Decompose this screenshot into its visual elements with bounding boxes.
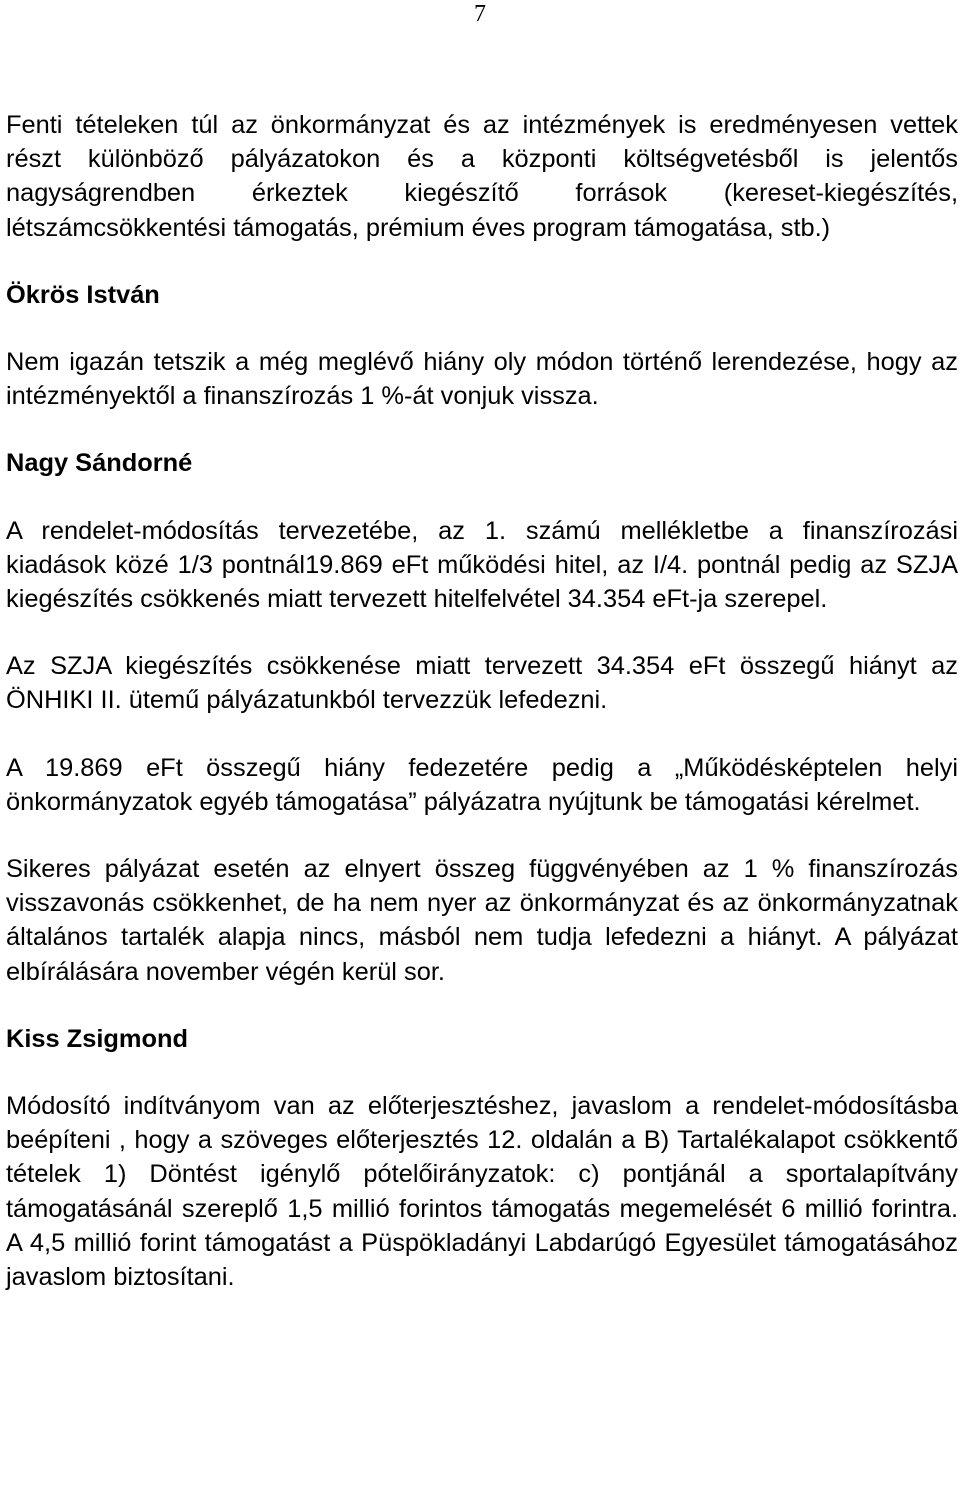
paragraph-successful-application: Sikeres pályázat esetén az elnyert összeg függvényében az 1 % finanszírozás visszavonás csökkenhet, de ha nem nyer az önkormányzat és az önkormányzatnak általános tartalék alapja nincs, másból nem tudja lefedezni a hiányt. A pályázat elbírálására november végén kerül sor. bbox=[6, 855, 958, 986]
speaker-name: Nagy Sándorné bbox=[6, 449, 193, 478]
speaker-name: Ökrös István bbox=[6, 280, 160, 309]
paragraph-supplementary-funds: Fenti tételeken túl az önkormányzat és az intézmények is eredményesen vettek részt különböző pályázatokon és a központi költségvetésből is jelentős nagyságrendben érkeztek kiegészítő források (kereset-kiegészítés, létszámcsökkentési támogatás, prémium éves program támogatása, stb.) bbox=[6, 111, 958, 242]
page-number: 7 bbox=[474, 1, 486, 27]
paragraph-deficit-concern: Nem igazán tetszik a még meglévő hiány oly módon történő lerendezése, hogy az intézményektől a finanszírozás 1 %-át vonjuk vissza. bbox=[6, 348, 958, 411]
paragraph-amendment-proposal: Módosító indítványom van az előterjesztéshez, javaslom a rendelet-módosításba beépíteni , hogy a szöveges előterjesztés 12. oldalán a B) Tartalékalapot csökkentő tételek 1) Döntést igénylő pótelőirányzatok: c) pontjánál a sportalapítvány támogatásánál szereplő 1,5 millió forintos támogatás megemelését 6 millió forintra. A 4,5 millió forint támogatást a Püspökladányi Labdarúgó Egyesület támogatásához javaslom biztosítani. bbox=[6, 1092, 958, 1292]
speaker-name: Kiss Zsigmond bbox=[6, 1024, 188, 1053]
paragraph-szja-deficit: Az SZJA kiegészítés csökkenése miatt tervezett 34.354 eFt összegű hiányt az ÖNHIKI II. ütemű pályázatunkból tervezzük lefedezni. bbox=[6, 652, 958, 715]
paragraph-budget-amendment: A rendelet-módosítás tervezetébe, az 1. számú mellékletbe a finanszírozási kiadások közé 1/3 pontnál19.869 eFt működési hitel, az I/4. pontnál pedig az SZJA kiegészítés csökkenés miatt tervezett hitelfelvétel 34.354 eFt-ja szerepel. bbox=[6, 516, 958, 614]
document-body bbox=[6, 108, 958, 1327]
paragraph-deficit-coverage: A 19.869 eFt összegű hiány fedezetére pedig a „Működésképtelen helyi önkormányzatok egyéb támogatása” pályázatra nyújtunk be támogatási kérelmet. bbox=[6, 753, 958, 816]
